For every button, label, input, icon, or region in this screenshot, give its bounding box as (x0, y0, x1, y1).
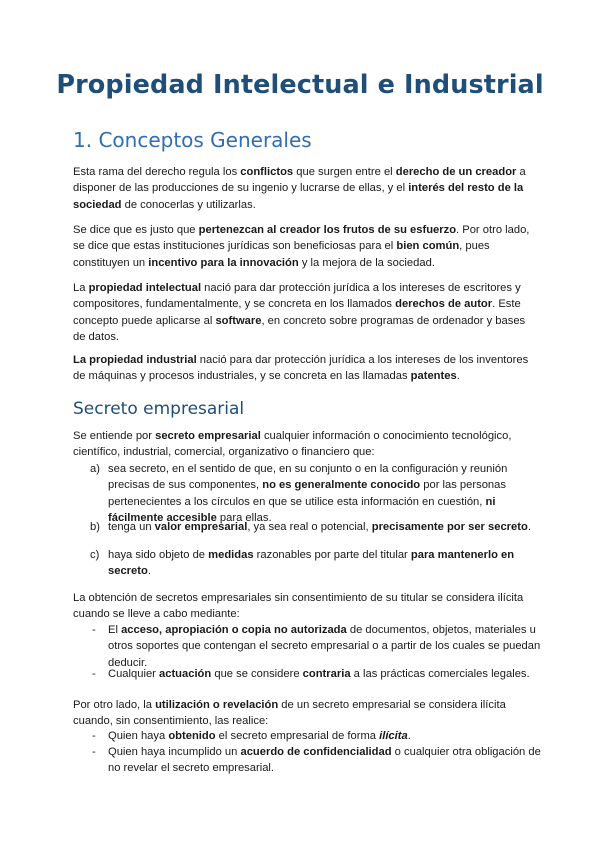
list-item-acceso: El acceso, apropiación o copia no autorizada de documentos, objetos, materiales u otros soportes que contengan el secreto empresarial o a partir de los cuales se puedan deducir. (108, 624, 541, 669)
list-item-obtenido: Quien haya obtenido el secreto empresarial de forma ilícita. (108, 730, 411, 742)
list-marker: - (92, 746, 96, 758)
paragraph-secreto-intro: Se entiende por secreto empresarial cualquier información o conocimiento tecnológico, científico, industrial, comercial, organizativo o financiero que: (73, 430, 512, 459)
list-item-a: sea secreto, en el sentido de que, en su conjunto o en la configuración y reunión precisas de sus componentes, no es generalmente conocido por las personas pertenecientes a los círculos en que se utilice esta información en cuestión, ni fácilmente accesible para ellas. (108, 463, 508, 525)
list-marker: c) (90, 549, 100, 561)
paragraph-obtencion-ilicita: La obtención de secretos empresariales sin consentimiento de su titular se considera ilícita cuando se lleve a cabo mediante: (73, 592, 524, 621)
paragraph-propiedad-intelectual: La propiedad intelectual nació para dar protección jurídica a los intereses de escritores y compositores, fundamentalmente, y se concreta en los llamados derechos de autor. Este concepto puede aplicarse al software, en concreto sobre programas de ordenador y bases de datos. (73, 282, 526, 344)
list-marker: - (92, 730, 96, 742)
section-heading-conceptos: 1. Conceptos Generales (73, 128, 312, 152)
list-item-actuacion: Cualquier actuación que se considere contraria a las prácticas comerciales legales. (108, 668, 530, 680)
list-item-b: tenga un valor empresarial, ya sea real o potencial, precisamente por ser secreto. (108, 521, 531, 533)
list-marker: a) (90, 463, 100, 475)
list-item-confidencialidad: Quien haya incumplido un acuerdo de confidencialidad o cualquier otra obligación de no revelar el secreto empresarial. (108, 746, 541, 775)
list-marker: b) (90, 521, 100, 533)
list-marker: - (92, 624, 96, 636)
section-heading-secreto: Secreto empresarial (73, 399, 245, 419)
paragraph-justificacion: Se dice que es justo que pertenezcan al creador los frutos de su esfuerzo. Por otro lado, se dice que estas instituciones jurídicas son beneficiosas para el bien común, pues constituyen un incentivo para la innovación y la mejora de la sociedad. (73, 224, 530, 269)
list-item-c: haya sido objeto de medidas razonables por parte del titular para mantenerlo en secreto. (108, 549, 515, 578)
paragraph-utilizacion: Por otro lado, la utilización o revelación de un secreto empresarial se considera ilícita cuando, sin consentimiento, las realice: (73, 699, 506, 728)
list-marker: - (92, 668, 96, 680)
paragraph-conflictos: Esta rama del derecho regula los conflictos que surgen entre el derecho de un creador a disponer de las producciones de su ingenio y lucrarse de ellas, y el interés del resto de la sociedad de conocerlas y utilizarlas. (73, 166, 526, 211)
document-title: Propiedad Intelectual e Industrial (56, 70, 544, 100)
paragraph-propiedad-industrial: La propiedad industrial nació para dar protección jurídica a los intereses de los inventores de máquinas y procesos industriales, y se concreta en las llamadas patentes. (73, 354, 529, 383)
